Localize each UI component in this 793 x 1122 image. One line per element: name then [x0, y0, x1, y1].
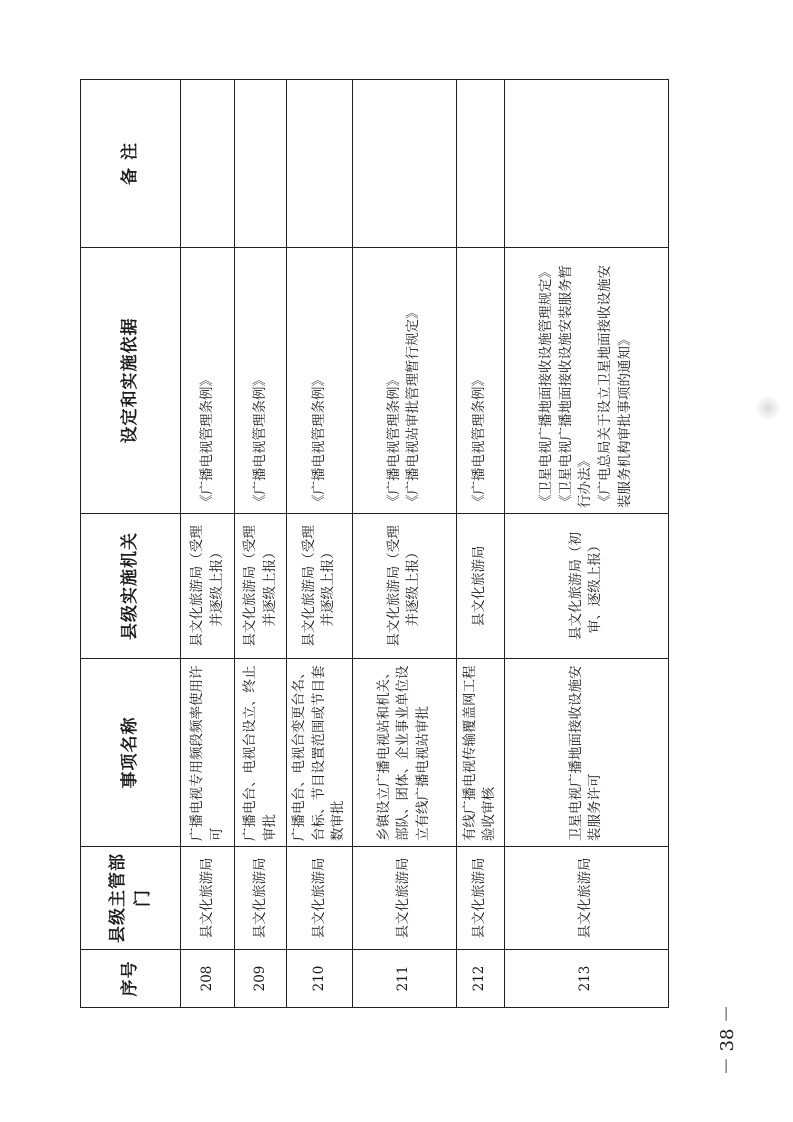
header-basis: 设定和实施依据 [81, 248, 181, 514]
cell-seq: 209 [235, 950, 287, 1008]
header-dept: 县级主管部门 [81, 847, 181, 950]
cell-basis [287, 248, 353, 514]
cell-seq: 210 [287, 950, 353, 1008]
table-row [287, 80, 353, 1008]
cell-basis [235, 248, 287, 514]
rotated-table-container [80, 80, 664, 1008]
cell-item: 广播电台、电视台变更台名、台标、节目设置范围或节目套数审批 [287, 659, 353, 847]
cell-item: 有线广播电视传输覆盖网工程验收审核 [456, 659, 504, 847]
table-row [235, 80, 287, 1008]
cell-basis [456, 248, 504, 514]
table-row [352, 80, 456, 1008]
cell-agency: 县文化旅游局（受理并逐级上报） [287, 514, 353, 659]
cell-seq: 211 [352, 950, 456, 1008]
basis-line: 《广播电视管理条例》 [310, 373, 327, 508]
cell-dept: 县文化旅游局 [504, 847, 668, 950]
header-seq: 序号 [81, 950, 181, 1008]
approval-items-table [80, 79, 669, 1008]
cell-dept: 县文化旅游局 [235, 847, 287, 950]
cell-agency: 县文化旅游局（受理并逐级上报） [235, 514, 287, 659]
cell-agency: 县文化旅游局 [456, 514, 504, 659]
table-row [504, 80, 668, 1008]
cell-seq: 212 [456, 950, 504, 1008]
cell-basis [352, 248, 456, 514]
cell-dept: 县文化旅游局 [456, 847, 504, 950]
basis-line: 《卫星电视广播地面接收设施管理规定》 [538, 265, 555, 508]
cell-dept: 县文化旅游局 [287, 847, 353, 950]
table-row [456, 80, 504, 1008]
cell-remarks [235, 80, 287, 248]
cell-item: 乡镇设立广播电视站和机关、部队、团体、企业事业单位设立有线广播电视站审批 [352, 659, 456, 847]
cell-item: 广播电视专用频段频率使用许可 [181, 659, 235, 847]
cell-remarks [504, 80, 668, 248]
basis-line: 《广播电视管理条例》 [198, 373, 215, 508]
basis-line: 《广播电视管理条例》 [385, 373, 402, 508]
table-row [181, 80, 235, 1008]
cell-remarks [352, 80, 456, 248]
cell-agency: 县文化旅游局（受理并逐级上报） [181, 514, 235, 659]
cell-basis [504, 248, 668, 514]
basis-line: 《广播电视管理条例》 [251, 373, 268, 508]
cell-dept: 县文化旅游局 [352, 847, 456, 950]
page-number-text: － 38 － [717, 1004, 739, 1076]
cell-item: 卫星电视广播地面接收设施安装服务许可 [504, 659, 668, 847]
basis-line: 《广电总局关于设立卫星地面接收设施安装服务机构审批事项的通知》 [596, 265, 633, 508]
cell-item: 广播电台、电视台设立、终止审批 [235, 659, 287, 847]
basis-line: 《卫星电视广播地面接收设施安装服务暂行办法》 [557, 265, 594, 508]
scan-smudge [755, 395, 781, 421]
cell-remarks [181, 80, 235, 248]
cell-agency: 县文化旅游局（受理并逐级上报） [352, 514, 456, 659]
cell-agency: 县文化旅游局（初审、逐级上报） [504, 514, 668, 659]
cell-seq: 208 [181, 950, 235, 1008]
table-header-row [81, 80, 181, 1008]
page-number [706, 1004, 746, 1076]
cell-dept: 县文化旅游局 [181, 847, 235, 950]
basis-line: 《广播电视管理条例》 [471, 373, 488, 508]
header-agency: 县级实施机关 [81, 514, 181, 659]
cell-remarks [456, 80, 504, 248]
cell-remarks [287, 80, 353, 248]
header-remarks: 备 注 [81, 80, 181, 248]
cell-basis [181, 248, 235, 514]
header-item: 事项名称 [81, 659, 181, 847]
basis-line: 《广播电视站审批管理暂行规定》 [405, 305, 422, 508]
cell-seq: 213 [504, 950, 668, 1008]
